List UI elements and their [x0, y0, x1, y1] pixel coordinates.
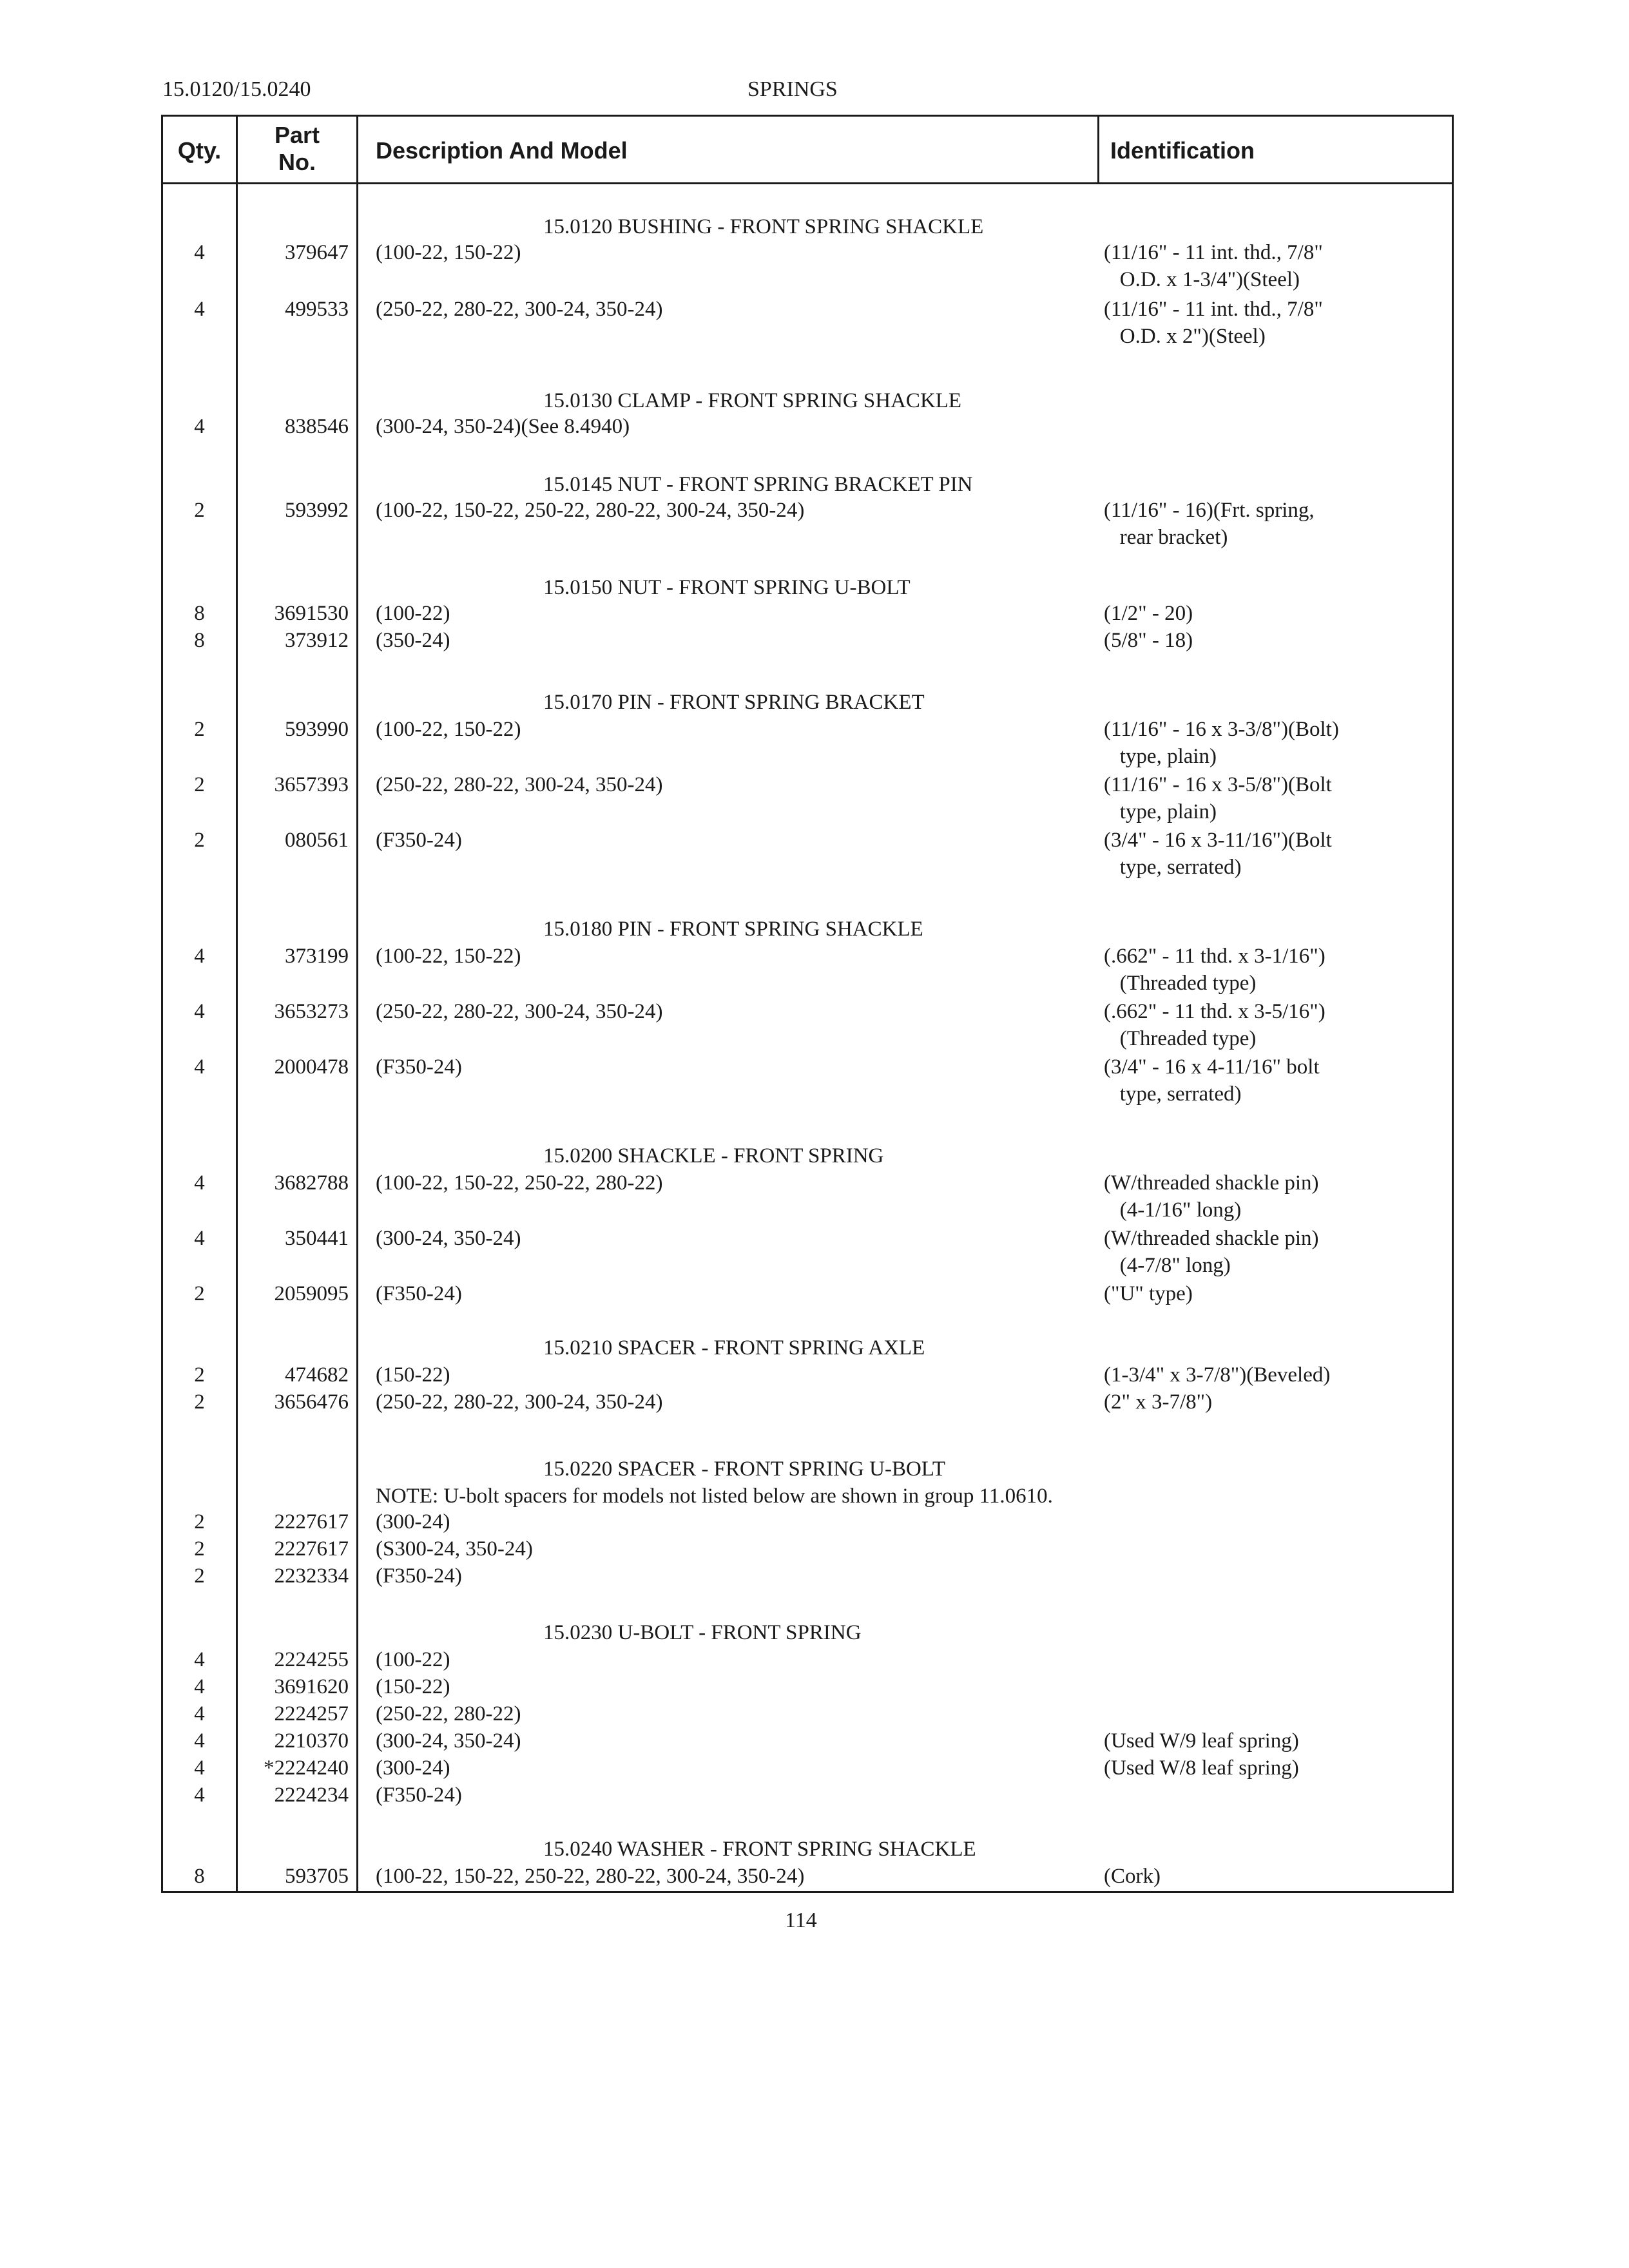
qty-cell: 2	[194, 718, 205, 741]
section-heading: 15.0240 WASHER - FRONT SPRING SHACKLE	[543, 1838, 976, 1861]
description-cell: (S300-24, 350-24)	[376, 1537, 533, 1561]
part-number-cell: 2210370	[274, 1729, 349, 1753]
identification-cell: (1/2" - 20)	[1104, 602, 1193, 625]
column-header-description: Description And Model	[376, 137, 628, 164]
description-cell: (100-22, 150-22, 250-22, 280-22, 300-24, 350-24)	[376, 499, 805, 522]
section-heading: 15.0145 NUT - FRONT SPRING BRACKET PIN	[543, 473, 973, 496]
qty-cell: 4	[194, 1171, 205, 1195]
section-heading: 15.0200 SHACKLE - FRONT SPRING	[543, 1144, 884, 1168]
qty-cell: 4	[194, 298, 205, 321]
qty-cell: 2	[194, 1363, 205, 1387]
part-number-cell: 2000478	[274, 1055, 349, 1079]
column-header-part-no: Part No.	[274, 122, 320, 175]
column-header-identification: Identification	[1110, 137, 1255, 164]
description-cell: (350-24)	[376, 629, 450, 652]
qty-cell: 2	[194, 1390, 205, 1414]
qty-cell: 2	[194, 1564, 205, 1588]
part-number-cell: 474682	[285, 1363, 349, 1387]
identification-cell: (3/4" - 16 x 3-11/16")(Bolt type, serrated)	[1104, 829, 1332, 879]
description-cell: (F350-24)	[376, 829, 462, 852]
qty-cell: 2	[194, 773, 205, 796]
document-code: 15.0120/15.0240	[162, 77, 311, 101]
part-number-cell: 2059095	[274, 1282, 349, 1305]
part-number-cell: 2224257	[274, 1702, 349, 1725]
qty-cell: 2	[194, 1282, 205, 1305]
qty-cell: 4	[194, 1055, 205, 1079]
qty-cell: 8	[194, 629, 205, 652]
identification-cell: ("U" type)	[1104, 1282, 1193, 1305]
part-number-cell: 3656476	[274, 1390, 349, 1414]
identification-cell: (11/16" - 16 x 3-3/8")(Bolt) type, plain)	[1104, 718, 1339, 768]
qty-cell: 4	[194, 1648, 205, 1671]
qty-cell: 4	[194, 1000, 205, 1023]
identification-cell: (.662" - 11 thd. x 3-5/16") (Threaded type)	[1104, 1000, 1325, 1050]
section-heading: 15.0220 SPACER - FRONT SPRING U-BOLT	[543, 1457, 946, 1481]
qty-cell: 4	[194, 1729, 205, 1753]
part-number-cell: 2224255	[274, 1648, 349, 1671]
part-number-cell: 350441	[285, 1227, 349, 1250]
description-cell: (100-22, 150-22)	[376, 241, 521, 264]
qty-cell: 4	[194, 945, 205, 968]
description-cell: (F350-24)	[376, 1783, 462, 1807]
description-cell: (100-22, 150-22, 250-22, 280-22, 300-24, 350-24)	[376, 1865, 805, 1888]
qty-cell: 2	[194, 1510, 205, 1533]
table-body	[163, 117, 1452, 1891]
description-cell: (300-24, 350-24)	[376, 1729, 521, 1753]
description-cell: (100-22, 150-22, 250-22, 280-22)	[376, 1171, 663, 1195]
section-heading: 15.0230 U-BOLT - FRONT SPRING	[543, 1621, 862, 1644]
identification-cell: (W/threaded shackle pin) (4-7/8" long)	[1104, 1227, 1319, 1277]
description-cell: (250-22, 280-22, 300-24, 350-24)	[376, 1390, 663, 1414]
identification-cell: (Used W/8 leaf spring)	[1104, 1756, 1299, 1780]
part-number-cell: 3691530	[274, 602, 349, 625]
qty-cell: 4	[194, 1675, 205, 1698]
part-number-cell: 593990	[285, 718, 349, 741]
part-number-cell: 373912	[285, 629, 349, 652]
qty-cell: 4	[194, 1783, 205, 1807]
part-number-cell: 593705	[285, 1865, 349, 1888]
qty-cell: 2	[194, 499, 205, 522]
description-cell: (300-24, 350-24)(See 8.4940)	[376, 415, 630, 438]
column-header-qty: Qty.	[177, 137, 222, 164]
qty-cell: 4	[194, 415, 205, 438]
qty-cell: 4	[194, 241, 205, 264]
part-number-cell: 593992	[285, 499, 349, 522]
part-number-cell: 838546	[285, 415, 349, 438]
part-number-cell: 2227617	[274, 1537, 349, 1561]
description-cell: (300-24)	[376, 1510, 450, 1533]
part-number-cell: 373199	[285, 945, 349, 968]
part-number-cell: 379647	[285, 241, 349, 264]
qty-cell: 8	[194, 1865, 205, 1888]
description-cell: (100-22, 150-22)	[376, 945, 521, 968]
identification-cell: (11/16" - 16 x 3-5/8")(Bolt type, plain)	[1104, 773, 1332, 823]
identification-cell: (1-3/4" x 3-7/8")(Beveled)	[1104, 1363, 1331, 1387]
qty-cell: 4	[194, 1227, 205, 1250]
parts-table	[161, 115, 1454, 1893]
identification-cell: (3/4" - 16 x 4-11/16" bolt type, serrated)	[1104, 1055, 1320, 1106]
description-cell: (F350-24)	[376, 1055, 462, 1079]
part-number-cell: 2232334	[274, 1564, 349, 1588]
qty-cell: 2	[194, 1537, 205, 1561]
part-number-cell: 499533	[285, 298, 349, 321]
qty-cell: 4	[194, 1702, 205, 1725]
description-cell: (250-22, 280-22, 300-24, 350-24)	[376, 298, 663, 321]
qty-cell: 4	[194, 1756, 205, 1780]
identification-cell: (Cork)	[1104, 1865, 1161, 1888]
qty-cell: 8	[194, 602, 205, 625]
part-number-cell: 3653273	[274, 1000, 349, 1023]
description-cell: (100-22, 150-22)	[376, 718, 521, 741]
note-text: NOTE: U-bolt spacers for models not listed below are shown in group 11.0610.	[376, 1485, 1053, 1508]
qty-cell: 2	[194, 829, 205, 852]
description-cell: (100-22)	[376, 602, 450, 625]
identification-cell: (.662" - 11 thd. x 3-1/16") (Threaded type)	[1104, 945, 1325, 995]
section-heading: 15.0120 BUSHING - FRONT SPRING SHACKLE	[543, 215, 984, 238]
section-heading: 15.0180 PIN - FRONT SPRING SHACKLE	[543, 918, 923, 941]
part-number-cell: 2224234	[274, 1783, 349, 1807]
description-cell: (100-22)	[376, 1648, 450, 1671]
part-number-cell: 3691620	[274, 1675, 349, 1698]
identification-cell: (11/16" - 16)(Frt. spring, rear bracket)	[1104, 499, 1315, 549]
part-number-cell: 3682788	[274, 1171, 349, 1195]
page-title: SPRINGS	[747, 77, 838, 101]
description-cell: (250-22, 280-22, 300-24, 350-24)	[376, 1000, 663, 1023]
section-heading: 15.0210 SPACER - FRONT SPRING AXLE	[543, 1336, 925, 1360]
part-number-cell: *2224240	[264, 1756, 349, 1780]
identification-cell: (2" x 3-7/8")	[1104, 1390, 1213, 1414]
identification-cell: (11/16" - 11 int. thd., 7/8" O.D. x 1-3/4")(Steel)	[1104, 241, 1323, 291]
part-number-cell: 3657393	[274, 773, 349, 796]
part-number-cell: 080561	[285, 829, 349, 852]
section-heading: 15.0150 NUT - FRONT SPRING U-BOLT	[543, 576, 911, 599]
section-heading: 15.0130 CLAMP - FRONT SPRING SHACKLE	[543, 389, 962, 412]
description-cell: (300-24)	[376, 1756, 450, 1780]
identification-cell: (Used W/9 leaf spring)	[1104, 1729, 1299, 1753]
description-cell: (F350-24)	[376, 1282, 462, 1305]
section-heading: 15.0170 PIN - FRONT SPRING BRACKET	[543, 691, 925, 714]
identification-cell: (11/16" - 11 int. thd., 7/8" O.D. x 2")(Steel)	[1104, 298, 1323, 348]
description-cell: (150-22)	[376, 1675, 450, 1698]
description-cell: (250-22, 280-22)	[376, 1702, 521, 1725]
identification-cell: (W/threaded shackle pin) (4-1/16" long)	[1104, 1171, 1319, 1222]
identification-cell: (5/8" - 18)	[1104, 629, 1193, 652]
description-cell: (300-24, 350-24)	[376, 1227, 521, 1250]
description-cell: (250-22, 280-22, 300-24, 350-24)	[376, 773, 663, 796]
description-cell: (150-22)	[376, 1363, 450, 1387]
part-number-cell: 2227617	[274, 1510, 349, 1533]
page-number: 114	[785, 1908, 817, 1932]
description-cell: (F350-24)	[376, 1564, 462, 1588]
